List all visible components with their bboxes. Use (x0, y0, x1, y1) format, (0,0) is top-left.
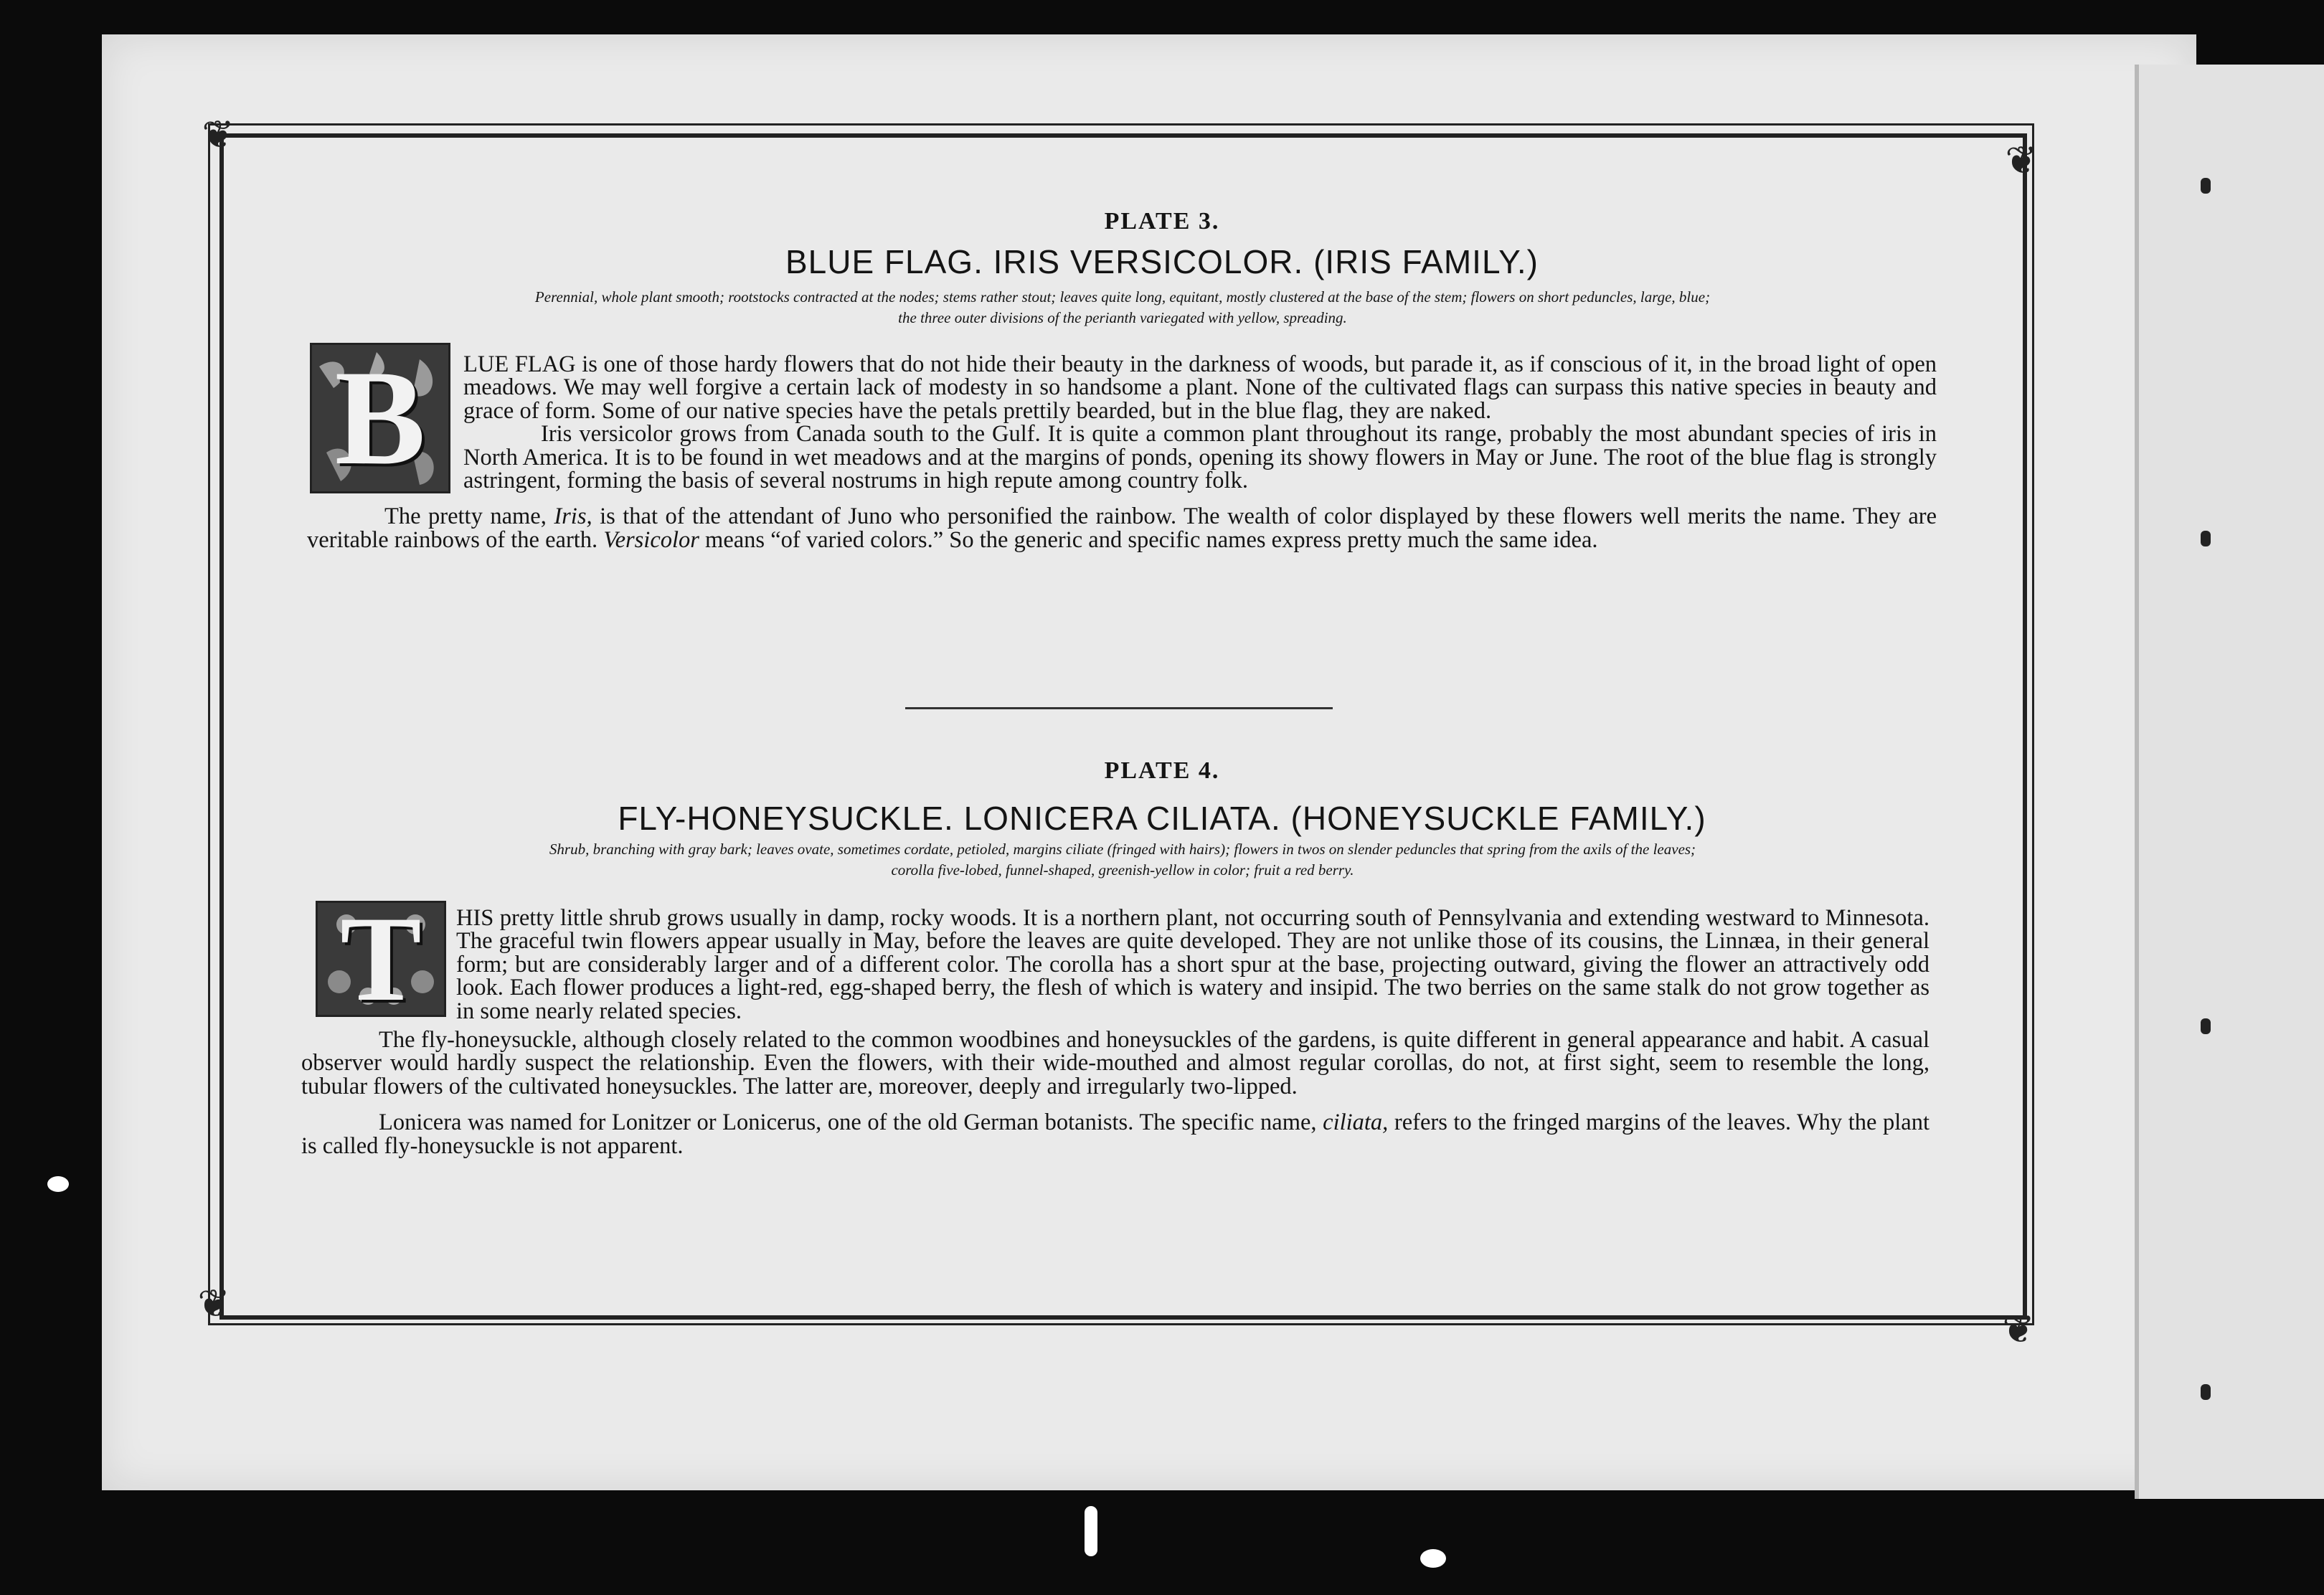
paragraph-text: The fly-honeysuckle, although closely related to the common woodbines and honeysuckles of the gardens, is quite different in general appearance and habit. A casual observer would hardly suspect the relationship. Even the flowers, with their wide-mouthed and almost regular corollas, do not, at first sight, seem to resemble the long, tubular flowers of the cultivated honeysuckles. The latter are, moreover, deeply and irregularly two-lipped. (301, 1027, 1929, 1099)
diagnosis-line: the three outer divisions of the perianth variegated with yellow, spreading. (898, 309, 1347, 326)
paragraph (301, 1111, 1929, 1158)
paragraph-text: Iris versicolor grows from Canada south to the Gulf. It is quite a common plant throughout its range, probably the most abundant species of iris in North America. It is to be found in wet meadows and at the margins of ponds, opening its showy flowers in May or June. The root of the blue flag is strongly astringent, forming the basis of several nostrums in high repute among country folk. (463, 421, 1937, 494)
paragraph-text: pretty little shrub grows usually in damp, rocky woods. It is a northern plant, not occurring south of Pennsylvania and extending westward to Minnesota. The graceful twin flowers appear usually in May, before the leaves are quite developed. They are not unlike those of its cousins, the Linnæa, in their general form; but are considerably larger and of a different color. The corolla has a short spur at the base, projecting outward, giving the flower an attractively odd look. Each flower produces a light-red, egg-shaped berry, the flesh of which is watery and insipid. The two berries on the same stalk do not grow together as in some nearly related species. (456, 905, 1929, 1024)
paragraph-text: is that of the attendant of Juno who personified the rainbow. The wealth of color displayed by these flowers well merits the name. They are veritable rainbows of the earth. (307, 503, 1937, 553)
paragraph (307, 505, 1937, 552)
scan-speck (1085, 1506, 1097, 1556)
diagnosis-line: corolla five-lobed, funnel-shaped, greenish-yellow in color; fruit a red berry. (891, 861, 1354, 879)
plate-3-label: PLATE 3. (1104, 208, 1220, 235)
paragraph-text: Lonicera was named for Lonitzer or Lonicerus, one of the old German botanists. The specific name, (379, 1109, 1323, 1136)
paragraph-text: is one of those hardy flowers that do not hide their beauty in the darkness of woods, but parade it, as if conscious of it, in the broad light of open meadows. We may well forgive a certain lack of modesty in so handsome a plant. None of the cultivated flags can surpass this native species in beauty and grace of form. Some of our native species have the petals prettily bearded, but in the blue flag, they are naked. (463, 351, 1937, 424)
paragraph (301, 1028, 1929, 1098)
scan-speck (47, 1176, 69, 1192)
paragraph-text: means “of varied colors.” So the generic and specific names express pretty much the same idea. (699, 526, 1598, 553)
drop-cap-letter: B (334, 343, 426, 493)
plate-3-diagnosis (301, 287, 1944, 328)
paragraph (463, 353, 1937, 422)
plate-3-heading: BLUE FLAG. IRIS VERSICOLOR. (IRIS FAMILY.) (785, 243, 1539, 280)
paragraph (463, 422, 1937, 492)
plate-3-body (307, 353, 1937, 552)
corner-ornament-icon: ❦ (2002, 1307, 2035, 1352)
diagnosis-line: Perennial, whole plant smooth; rootstocks contracted at the nodes; stems rather stout; leaves quite long, equitant, mostly clustered at the base of the stem; flowers on short peduncles, large, blue; (534, 288, 1711, 306)
paragraph-text: The pretty name, (384, 503, 554, 530)
scan-speck (1420, 1549, 1446, 1568)
paragraph (456, 907, 1929, 1023)
italic-term: Iris, (554, 503, 592, 530)
plate-4-body (301, 907, 1929, 1158)
lead-words: HIS (456, 905, 494, 931)
italic-term: ciliata, (1323, 1109, 1389, 1136)
corner-ornament-icon: ❦ (197, 1281, 230, 1326)
section-divider (905, 707, 1333, 709)
plate-4-heading: FLY-HONEYSUCKLE. LONICERA CILIATA. (HONEYSUCKLE FAMILY.) (618, 800, 1706, 837)
diagnosis-line: Shrub, branching with gray bark; leaves ovate, sometimes cordate, petioled, margins ciliate (fringed with hairs); flowers in twos on slender peduncles that spring from the axils of the leaves; (549, 841, 1696, 858)
italic-term: Versicolor (603, 526, 699, 553)
corner-ornament-icon: ❦ (2005, 138, 2038, 183)
paragraph-text: refers to the fringed margins of the leaves. Why the plant is called fly-honeysuckle is not apparent. (301, 1109, 1929, 1159)
corner-ornament-icon: ❦ (202, 112, 235, 157)
plate-4-label: PLATE 4. (1104, 757, 1220, 784)
drop-cap-letter: T (340, 901, 422, 1017)
plate-4-diagnosis (308, 839, 1937, 881)
lead-words: LUE FLAG (463, 351, 576, 377)
